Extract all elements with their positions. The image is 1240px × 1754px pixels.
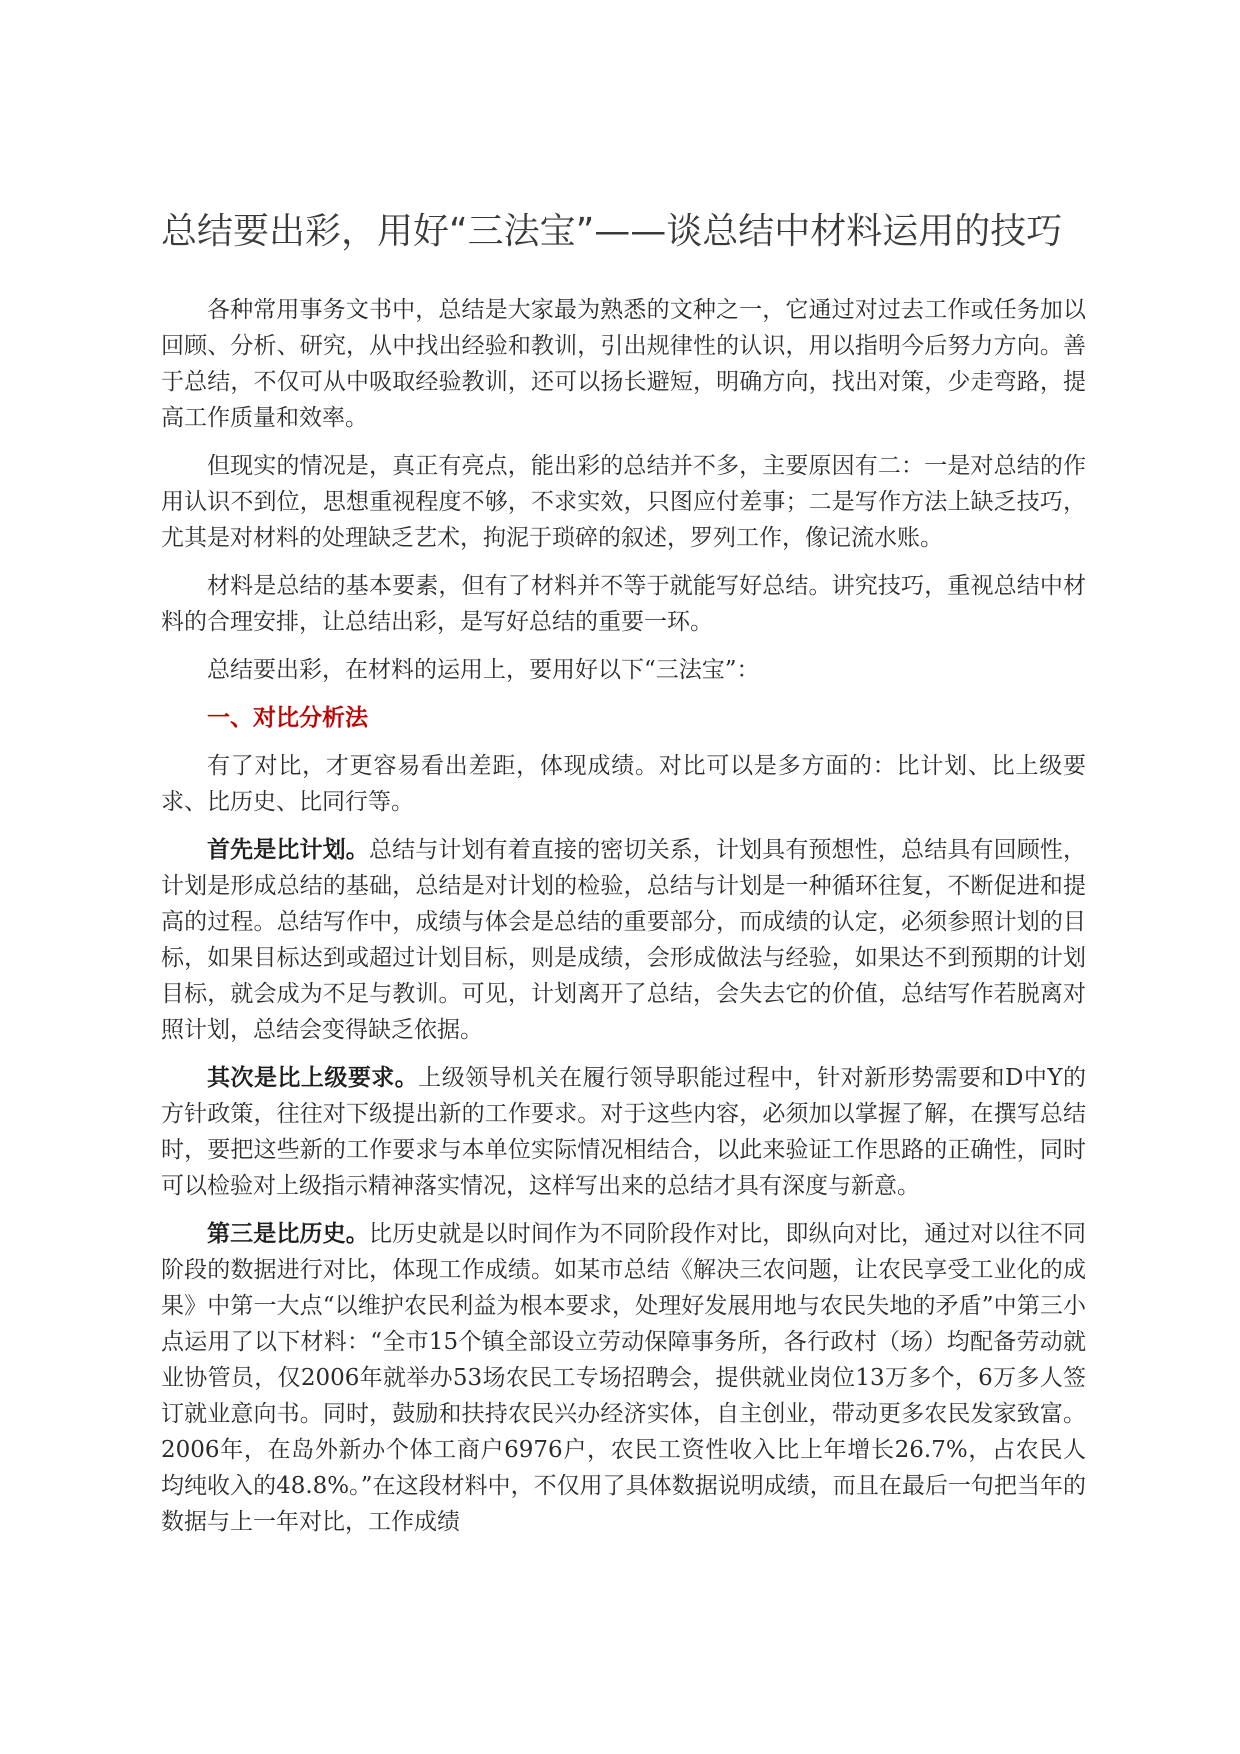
- intro-paragraph-1: 各种常用事务文书中，总结是大家最为熟悉的文种之一，它通过对过去工作或任务加以回顾、分析、研究，从中找出经验和教训，引出规律性的认识，用以指明今后努力方向。善于总结，不仅可从中吸取经验教训，还可以扬长避短，明确方向，找出对策，少走弯路，提高工作质量和效率。: [161, 297, 1086, 431]
- section-heading-comparison: 一、对比分析法: [207, 704, 368, 731]
- document-title: 总结要出彩，用好“三法宝”——谈总结中材料运用的技巧: [161, 211, 1063, 252]
- comparison-item-plan: [161, 832, 1086, 1048]
- item-text-plan: 总结与计划有着直接的密切关系，计划具有预想性，总结具有回顾性，计划是形成总结的基础，总结是对计划的检验，总结与计划是一种循环往复，不断促进和提高的过程。总结写作中，成绩与体会是总结的重要部分，而成绩的认定，必须参照计划的目标，如果目标达到或超过计划目标，则是成绩，会形成做法与经验，如果达不到预期的计划目标，就会成为不足与教训。可见，计划离开了总结，会失去它的价值，总结写作若脱离对照计划，总结会变得缺乏依据。: [161, 837, 1087, 1043]
- section-intro-paragraph: 有了对比，才更容易看出差距，体现成绩。对比可以是多方面的：比计划、比上级要求、比历史、比同行等。: [161, 753, 1086, 815]
- comparison-item-superior: [161, 1060, 1086, 1204]
- intro-paragraph-3: 材料是总结的基本要素，但有了材料并不等于就能写好总结。讲究技巧，重视总结中材料的合理安排，让总结出彩，是写好总结的重要一环。: [161, 573, 1086, 635]
- item-text-superior: 上级领导机关在履行领导职能过程中，针对新形势需要和D中Y的方针政策，往往对下级提出新的工作要求。对于这些内容，必须加以掌握了解，在撰写总结时，要把这些新的工作要求与本单位实际情况相结合，以此来验证工作思路的正确性，同时可以检验对上级指示精神落实情况，这样写出来的总结才具有深度与新意。: [161, 1065, 1087, 1199]
- item-lead-history: 第三是比历史。: [207, 1220, 369, 1247]
- intro-paragraph-4: 总结要出彩，在材料的运用上，要用好以下“三法宝”：: [207, 657, 760, 683]
- item-text-history: 比历史就是以时间作为不同阶段作对比，即纵向对比，通过对以往不同阶段的数据进行对比，体现工作成绩。如某市总结《解决三农问题，让农民享受工业化的成果》中第一大点“以维护农民利益为根本要求，处理好发展用地与农民失地的矛盾”中第三小点运用了以下材料：“全市15个镇全部设立劳动保障事务所，各行政村（场）均配备劳动就业协管员，仅2006年就举办53场农民工专场招聘会，提供就业岗位13万多个，6万多人签订就业意向书。同时，鼓励和扶持农民兴办经济实体，自主创业，带动更多农民发家致富。2006年，在岛外新办个体工商户6976户，农民工资性收入比上年增长26.7%，占农民人均纯收入的48.8%。”在这段材料中，不仅用了具体数据说明成绩，而且在最后一句把当年的数据与上一年对比，工作成绩: [161, 1221, 1087, 1535]
- document-page: [161, 200, 1086, 1552]
- intro-paragraph-2: 但现实的情况是，真正有亮点，能出彩的总结并不多，主要原因有二：一是对总结的作用认识不到位，思想重视程度不够，不求实效，只图应付差事；二是写作方法上缺乏技巧，尤其是对材料的处理缺乏艺术，拘泥于琐碎的叙述，罗列工作，像记流水账。: [161, 453, 1086, 551]
- item-lead-superior: 其次是比上级要求。: [207, 1064, 419, 1091]
- item-lead-plan: 首先是比计划。: [207, 836, 369, 863]
- comparison-item-history: [161, 1216, 1086, 1540]
